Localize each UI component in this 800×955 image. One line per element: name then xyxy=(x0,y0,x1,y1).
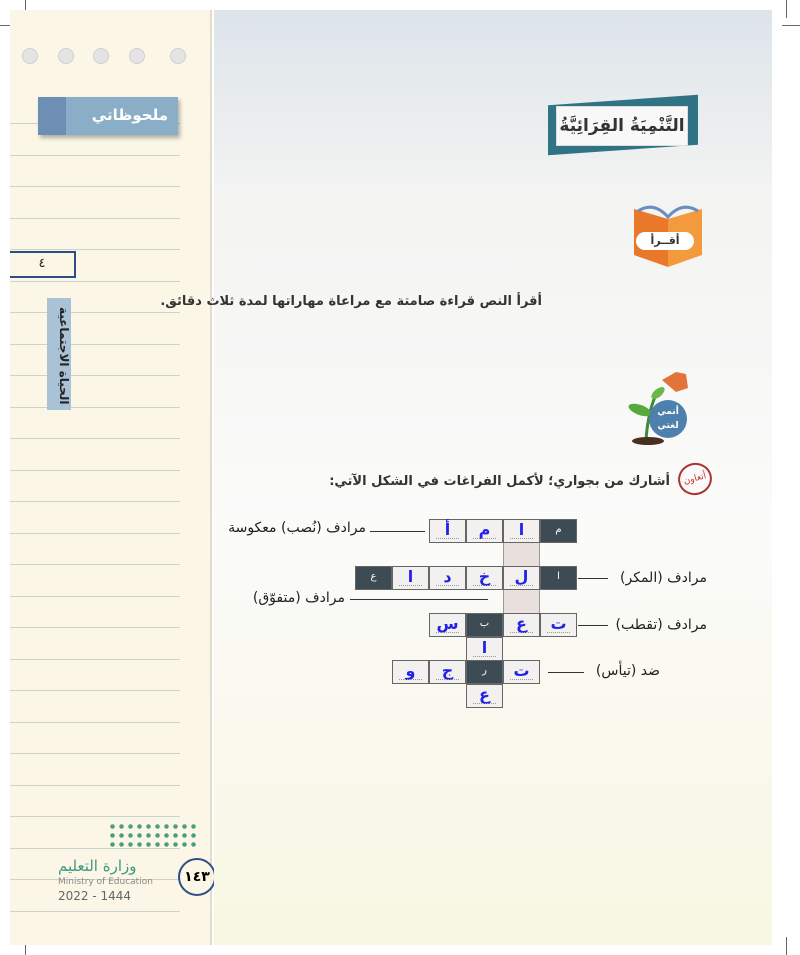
crossword-cell[interactable]: ت xyxy=(503,660,540,684)
crossword-cell[interactable]: ا xyxy=(503,519,540,543)
crossword-given-cell: ر xyxy=(466,660,503,684)
binder-hole xyxy=(129,48,145,64)
note-line xyxy=(10,785,180,786)
crossword-cell[interactable]: م xyxy=(466,519,503,543)
ministry-dots-icon xyxy=(108,822,198,850)
read-instruction: أقرأ النص قراءة صامتة مع مراعاة مهاراتها لمدة ثلاث دقائق. xyxy=(160,294,542,309)
crossword-given-cell: ع xyxy=(355,566,392,590)
note-line xyxy=(10,911,180,912)
notes-sidebar xyxy=(10,10,212,945)
crossword-given-cell: ا xyxy=(540,566,577,590)
unit-number: ٤ xyxy=(10,251,76,278)
crossword-cell[interactable]: ل xyxy=(503,566,540,590)
note-line xyxy=(10,249,180,250)
crop-mark xyxy=(786,0,787,18)
note-line xyxy=(10,627,180,628)
note-line xyxy=(10,407,180,408)
arrow-icon xyxy=(548,672,584,673)
crossword-cell[interactable]: س xyxy=(429,613,466,637)
crossword-cell[interactable]: ا xyxy=(392,566,429,590)
note-line xyxy=(10,438,180,439)
arrow-icon xyxy=(350,599,488,600)
arrow-icon xyxy=(370,531,425,532)
note-line xyxy=(10,470,180,471)
crop-mark xyxy=(782,25,800,26)
cooperate-stamp-icon: أتعاون xyxy=(674,459,715,499)
section-title: التَّنْمِيَةُ القِرَائِيَّةُ xyxy=(556,106,688,146)
crossword-cell[interactable]: أ xyxy=(429,519,466,543)
clue-1: مرادف (نُصب) معكوسة xyxy=(228,520,366,536)
crossword-cell[interactable]: ع xyxy=(466,684,503,708)
note-line xyxy=(10,281,180,282)
grow-language-badge xyxy=(649,400,687,438)
crossword-given-cell: ب xyxy=(466,613,503,637)
crop-mark xyxy=(786,937,787,955)
note-line xyxy=(10,501,180,502)
clue-4: مرادف (تقطب) xyxy=(615,617,707,633)
crossword-cell[interactable]: خ xyxy=(466,566,503,590)
page-number: ١٤٣ xyxy=(178,858,216,896)
arrow-icon xyxy=(578,578,608,579)
note-line xyxy=(10,596,180,597)
notes-title: ملحوظاتي xyxy=(38,97,178,135)
crossword-cell[interactable]: ع xyxy=(503,613,540,637)
note-line xyxy=(10,816,180,817)
note-line xyxy=(10,375,180,376)
edition-year: 2022 - 1444 xyxy=(58,889,132,903)
unit-name: الحياة الاجتماعية xyxy=(47,298,71,410)
crossword-cell[interactable]: ج xyxy=(429,660,466,684)
clue-3: مرادف (متفوّق) xyxy=(252,590,345,606)
exercise-instruction: أشارك من بجواري؛ لأكمل الفراغات في الشكل الآتي: xyxy=(329,474,670,489)
note-line xyxy=(10,659,180,660)
grow-label-2: لغتي xyxy=(657,421,679,431)
note-line xyxy=(10,218,180,219)
note-line xyxy=(10,564,180,565)
note-line xyxy=(10,533,180,534)
binder-hole xyxy=(170,48,186,64)
note-line xyxy=(10,312,180,313)
clue-5: ضد (تيأس) xyxy=(595,663,660,679)
binder-hole xyxy=(22,48,38,64)
note-line xyxy=(10,690,180,691)
crossword-cell[interactable]: ا xyxy=(466,637,503,661)
note-line xyxy=(10,722,180,723)
crossword-cell[interactable]: و xyxy=(392,660,429,684)
arrow-icon xyxy=(578,625,608,626)
crossword-cell[interactable]: ت xyxy=(540,613,577,637)
note-line xyxy=(10,155,180,156)
note-line xyxy=(10,344,180,345)
read-label: أقــرأ xyxy=(636,232,694,250)
grow-label-1: أنمي xyxy=(657,407,679,417)
crossword-cell[interactable]: د xyxy=(429,566,466,590)
binder-hole xyxy=(93,48,109,64)
crossword-given-cell: م xyxy=(540,519,577,543)
clue-2: مرادف (المكر) xyxy=(620,570,707,586)
ministry-name-en: Ministry of Education xyxy=(58,877,153,887)
note-line xyxy=(10,186,180,187)
ministry-name-ar: وزارة التعليم xyxy=(58,857,137,875)
note-line xyxy=(10,753,180,754)
binder-hole xyxy=(58,48,74,64)
